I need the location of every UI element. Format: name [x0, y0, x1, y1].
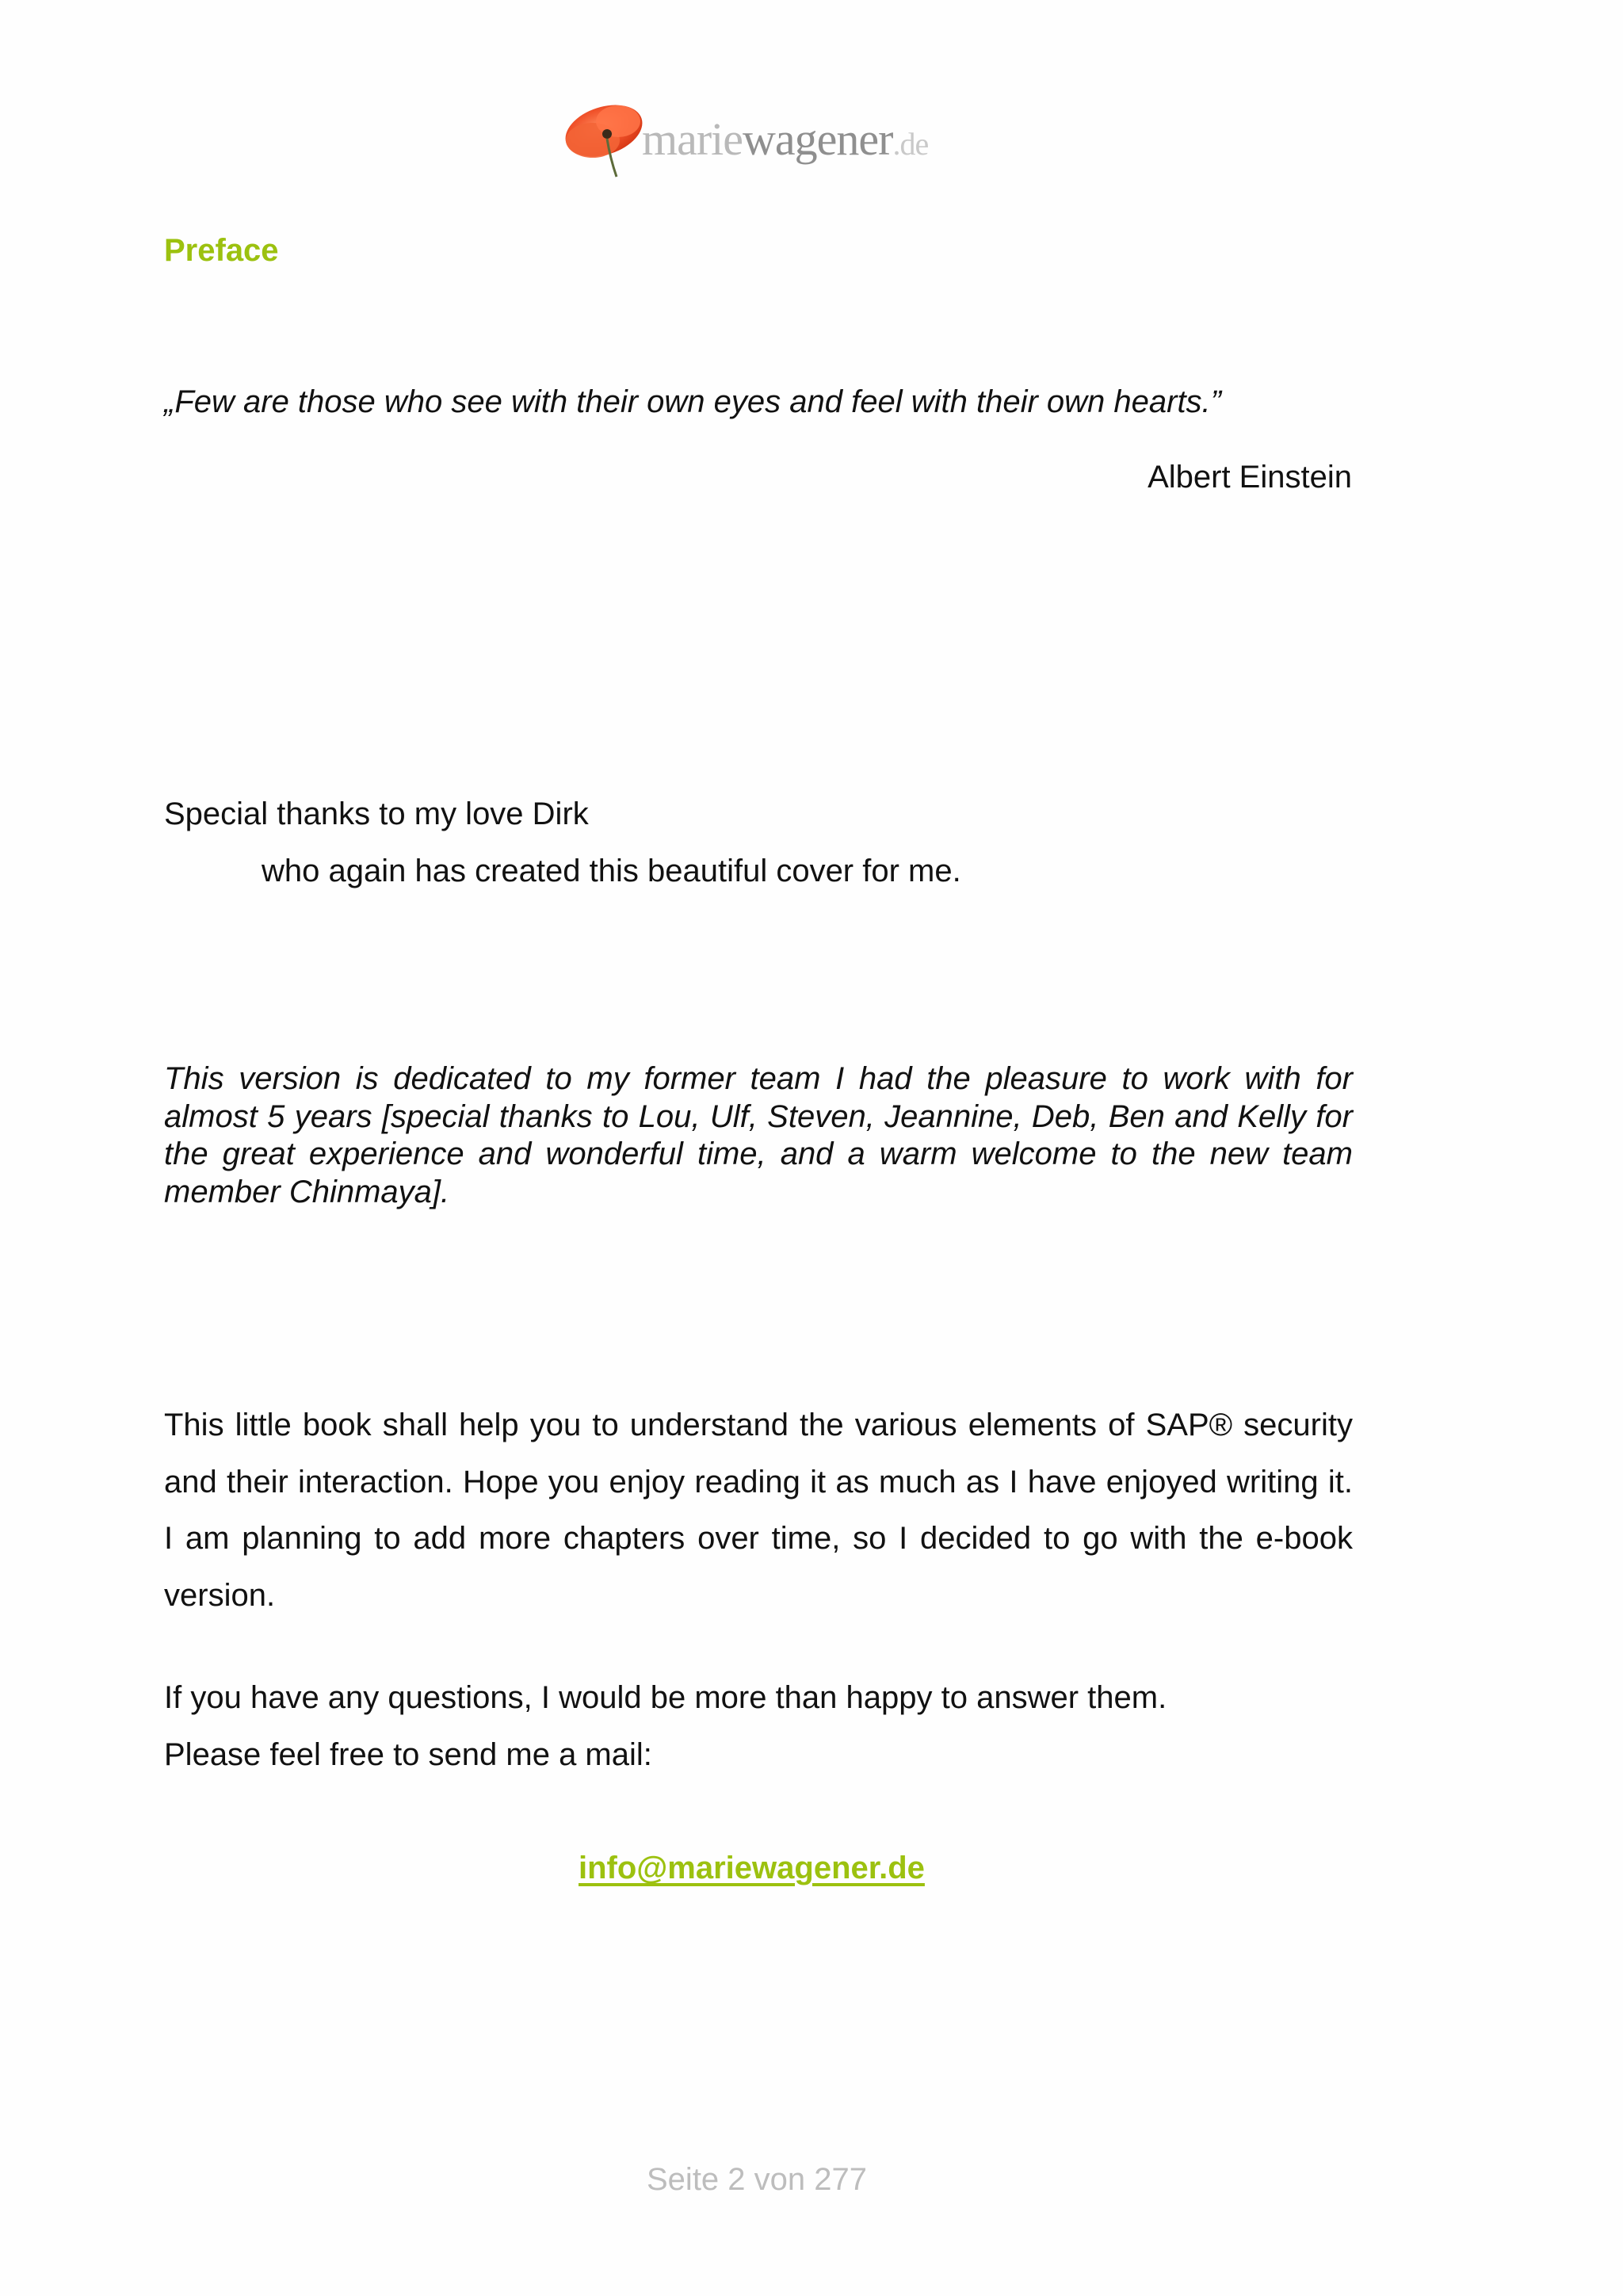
- contact-line-2: Please feel free to send me a mail:: [164, 1737, 652, 1772]
- thanks-line-2: who again has created this beautiful cover for me.: [262, 854, 961, 888]
- site-logo: [555, 91, 967, 186]
- quote-text: „Few are those who see with their own eyes and feel with their own hearts.”: [164, 384, 1221, 419]
- page-number-footer: Seite 2 von 277: [647, 2162, 867, 2197]
- page-heading: Preface: [164, 233, 279, 268]
- logo-part-marie: marie: [642, 113, 743, 165]
- dedication-paragraph: This version is dedicated to my former team I had the pleasure to work with for almost 5 years [special thanks to Lou, Ulf, Steven, Jeannine, Deb, Ben and Kelly for the great experience and wonderful time, and a warm welcome to the new team member Chinmaya].: [164, 1061, 1353, 1209]
- quote-author: Albert Einstein: [1148, 460, 1352, 495]
- logo-part-de: .de: [892, 126, 929, 162]
- logo-part-wagener: wagener: [743, 113, 893, 165]
- logo-wordmark: [642, 113, 929, 165]
- thanks-line-1: Special thanks to my love Dirk: [164, 797, 589, 831]
- contact-line-1: If you have any questions, I would be more than happy to answer them.: [164, 1680, 1167, 1715]
- intro-paragraph: This little book shall help you to understand the various elements of SAP® security and their interaction. Hope you enjoy reading it as much as I have enjoyed writing it. I am planning to add more chapters over time, so I decided to go with the e-book version.: [164, 1408, 1353, 1613]
- email-link[interactable]: info@mariewagener.de: [579, 1851, 925, 1885]
